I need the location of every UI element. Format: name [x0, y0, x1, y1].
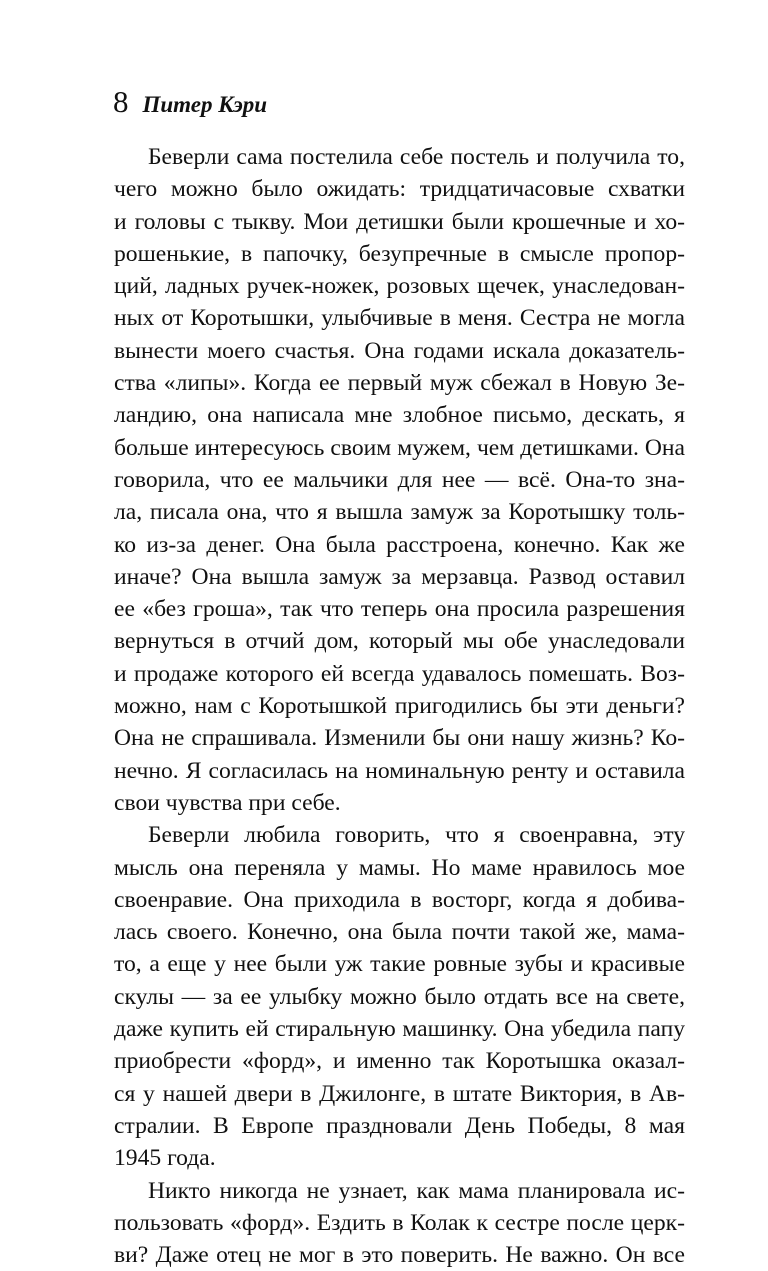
- text-line: даже купить ей стиральную машинку. Она убедила папу: [114, 1016, 685, 1043]
- text-line: пользовать «форд». Ездить в Колак к сестре после церк-: [114, 1209, 685, 1236]
- text-line: говорила, что ее мальчики для нее — всё. Она-то зна-: [114, 466, 685, 493]
- text-line: вернуться в отчий дом, который мы обе унаследовали: [114, 628, 685, 655]
- text-line: чего можно было ожидать: тридцатичасовые схватки: [114, 176, 685, 203]
- running-header: [113, 86, 267, 117]
- text-line: ее «без гроша», так что теперь она просила разрешения: [114, 596, 685, 623]
- text-line: иначе? Она вышла замуж за мерзавца. Развод оставил: [114, 563, 685, 590]
- text-line: ви? Даже отец не мог в это поверить. Не важно. Он все: [114, 1242, 685, 1269]
- page-number: 8: [113, 84, 129, 119]
- text-line: больше интересуюсь своим мужем, чем детишками. Она: [114, 434, 685, 461]
- text-line: и головы с тыкву. Мои детишки были крошечные и хо-: [114, 208, 685, 235]
- text-line: вынести моего счастья. Она годами искала доказатель-: [114, 337, 685, 364]
- text-line: ных от Коротышки, улыбчивые в меня. Сестра не могла: [114, 305, 685, 332]
- text-line: можно, нам с Коротышкой пригодились бы эти деньги?: [114, 693, 685, 720]
- text-line: скулы — за ее улыбку можно было отдать все на свете,: [114, 983, 685, 1010]
- text-line: стралии. В Европе праздновали День Победы, 8 мая: [114, 1112, 685, 1139]
- body-text: [114, 141, 685, 1271]
- text-line: рошенькие, в папочку, безупречные в смысле пропор-: [114, 240, 685, 267]
- text-line: мысль она переняла у мамы. Но маме нравилось мое: [114, 854, 685, 881]
- text-line: ства «липы». Когда ее первый муж сбежал в Новую Зе-: [114, 370, 685, 397]
- text-line: Она не спрашивала. Изменили бы они нашу жизнь? Ко-: [114, 725, 685, 752]
- text-line: приобрести «форд», и именно так Коротышка оказал-: [114, 1048, 685, 1075]
- text-line: Беверли любила говорить, что я своенравна, эту: [148, 822, 685, 849]
- text-line: своенравие. Она приходила в восторг, когда я добива-: [114, 886, 685, 913]
- text-line: то, а еще у нее были уж такие ровные зубы и красивые: [114, 951, 685, 978]
- text-line: свои чувства при себе.: [114, 789, 341, 816]
- text-line: ландию, она написала мне злобное письмо, дескать, я: [114, 402, 685, 429]
- text-line: нечно. Я согласилась на номинальную ренту и оставила: [114, 757, 685, 784]
- text-line: 1945 года.: [114, 1145, 216, 1172]
- text-line: лась своего. Конечно, она была почти такой же, мама-: [114, 919, 685, 946]
- text-line: ций, ладных ручек-ножек, розовых щечек, унаследован-: [114, 273, 685, 300]
- text-line: ся у нашей двери в Джилонге, в штате Виктория, в Ав-: [114, 1080, 685, 1107]
- book-author: Питер Кэри: [142, 92, 268, 117]
- text-line: Беверли сама постелила себе постель и получила то,: [148, 144, 685, 170]
- text-line: ла, писала она, что я вышла замуж за Коротышку толь-: [114, 499, 685, 526]
- text-line: Никто никогда не узнает, как мама планировала ис-: [148, 1177, 685, 1204]
- text-line: и продаже которого ей всегда удавалось помешать. Воз-: [114, 660, 685, 687]
- text-line: ко из-за денег. Она была расстроена, конечно. Как же: [114, 531, 685, 558]
